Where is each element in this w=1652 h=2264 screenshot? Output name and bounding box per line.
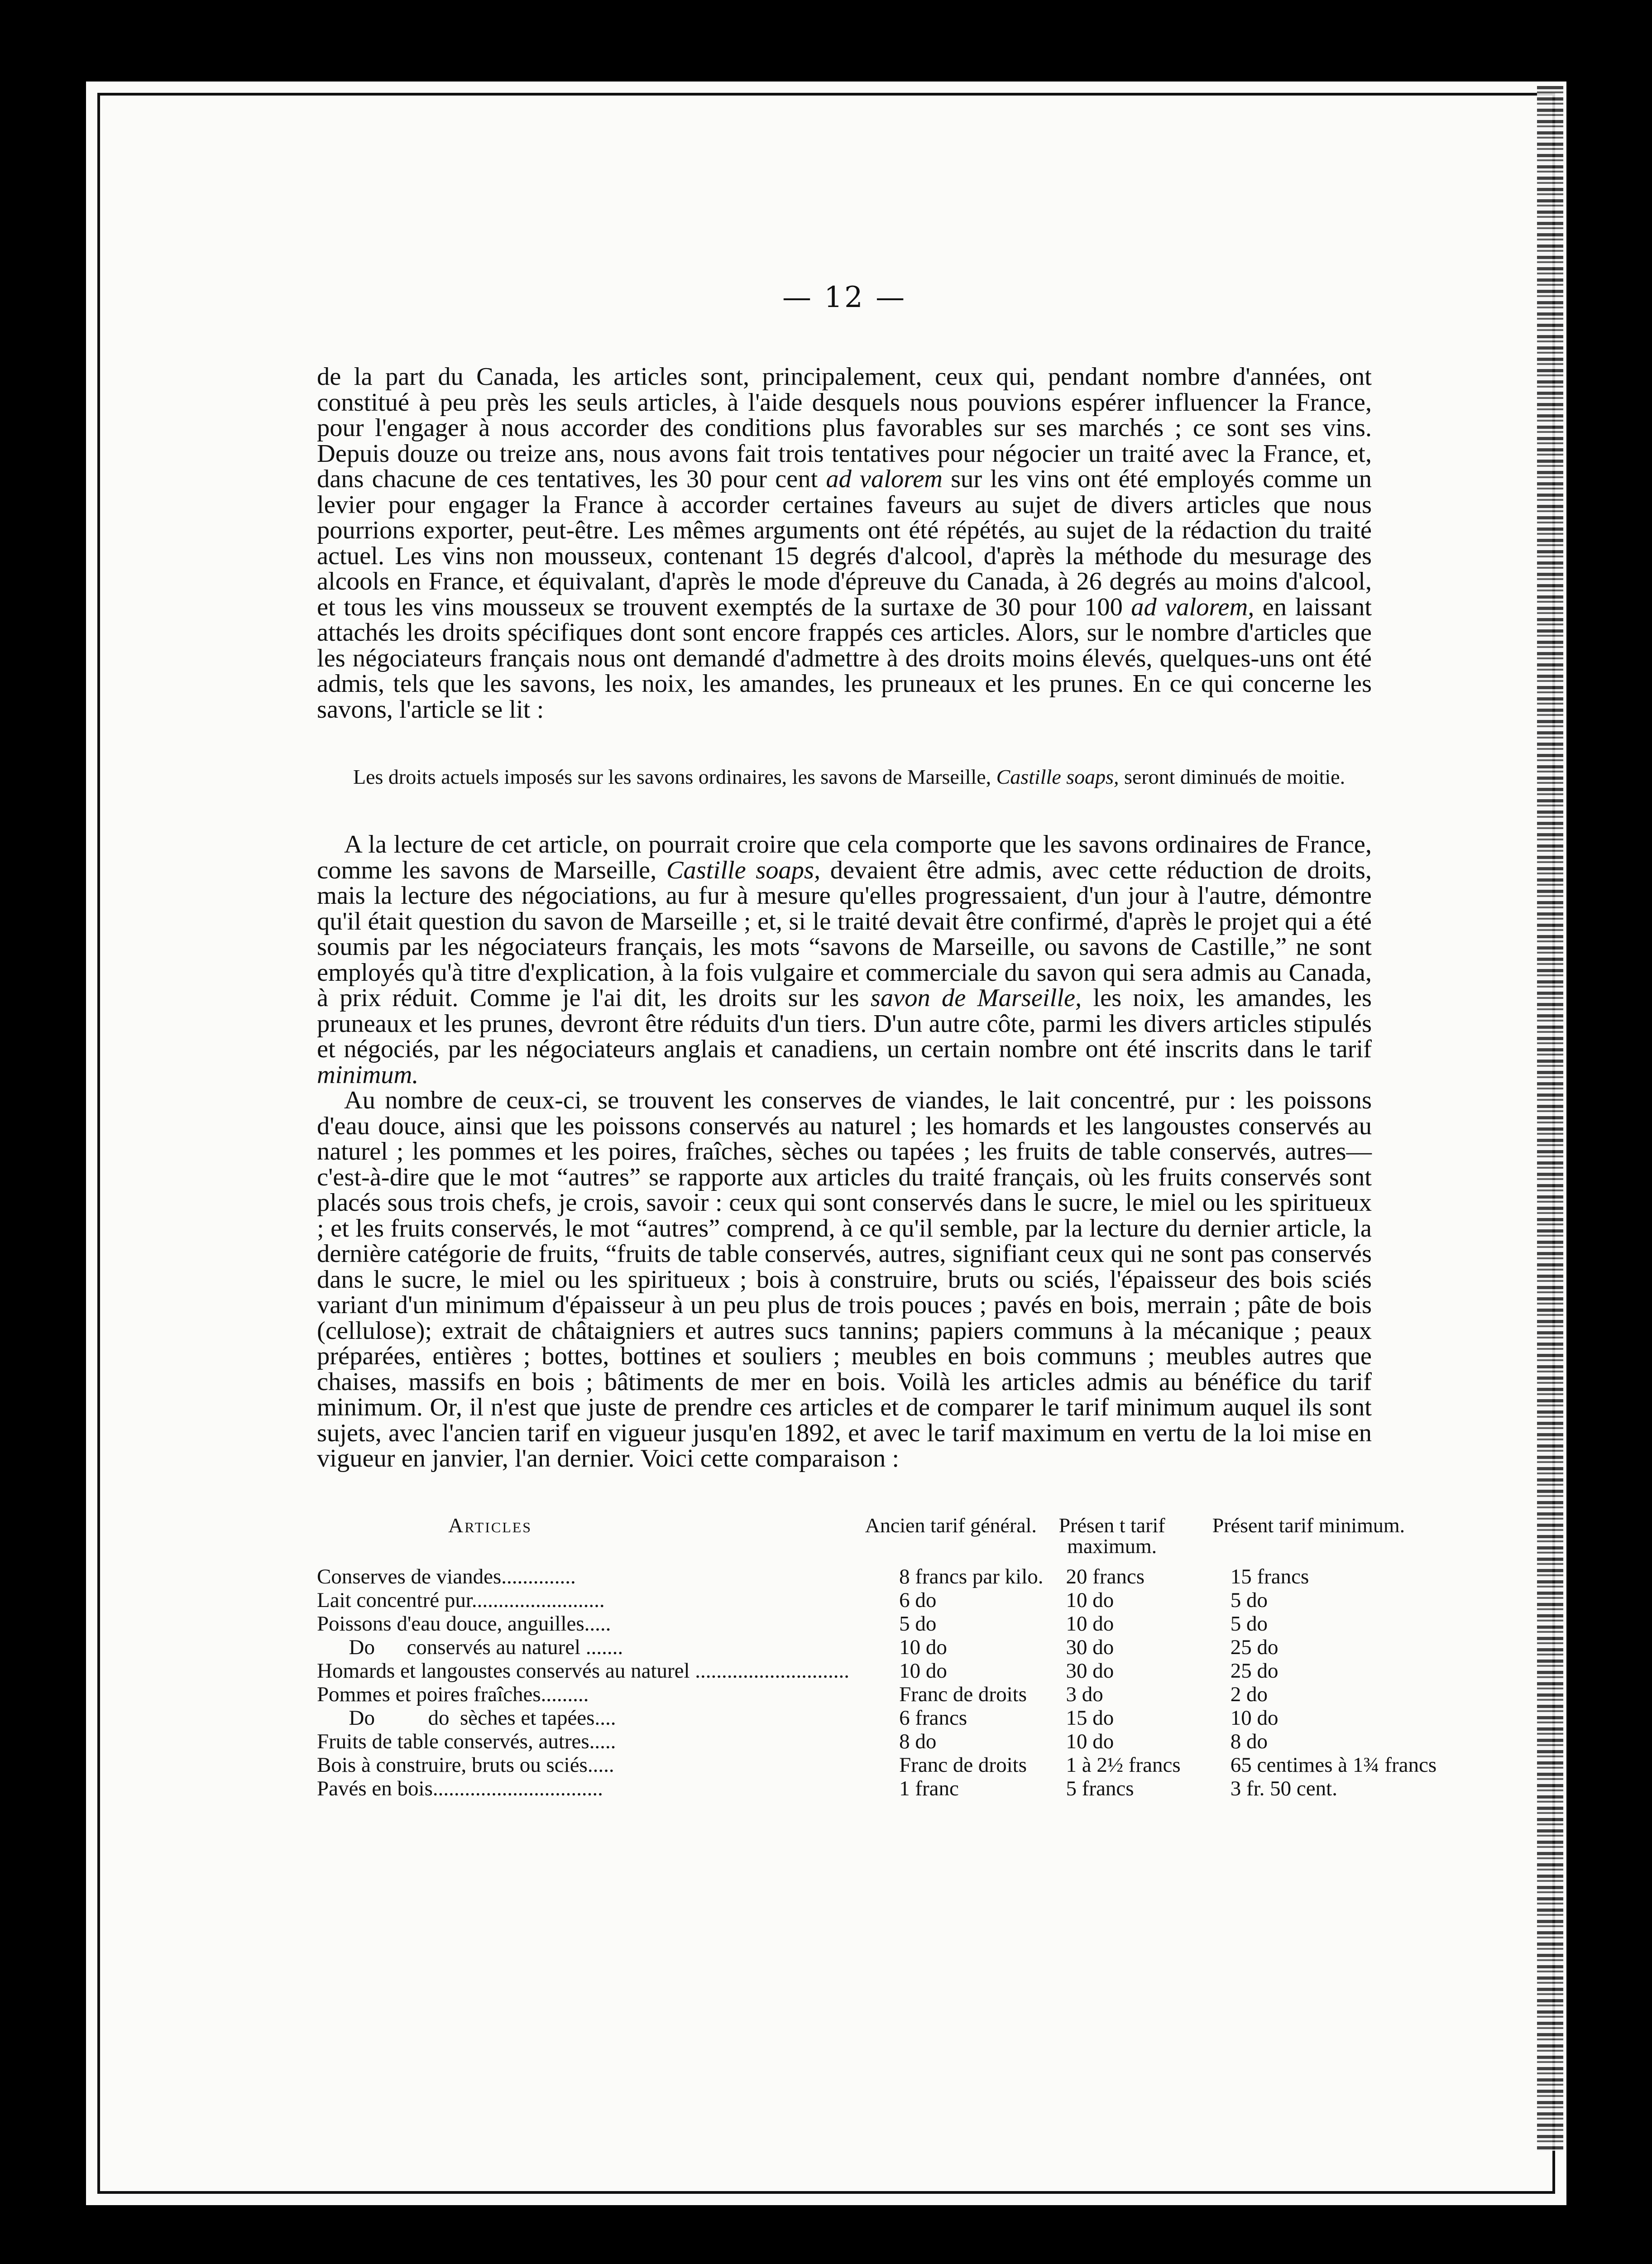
row-article: Do conservés au naturel ....... [317,1635,623,1659]
document-body [317,281,1437,1800]
quote-italic: Castille soaps, [996,765,1119,788]
row-minimum: 65 centimes à 1¾ francs [1230,1753,1437,1777]
row-ancien: 8 francs par kilo. [899,1564,1044,1588]
table-row [317,1636,1437,1659]
row-article: Lait concentré pur......................... [317,1588,605,1612]
col-header-minimum: Présent tarif minimum. [1212,1513,1405,1537]
row-minimum: 25 do [1230,1635,1279,1659]
paragraph-1-text-a: de la part du Canada, les articles sont, principalement, ceux qui, pendant nombre d'années, ont constitué à peu près les seuls articles, à l'aide desquels nous pouvions espérer influencer la France, pour l'engager à nous accorder des conditions plus favorables sur ses marchés ; ce sont ses vins. Depuis douze ou treize ans, nous avons fait trois tentatives pour négocier un traité avec la France, et, dans chacune de ces tentatives, les 30 pour cent [317,363,1372,493]
table-row [317,1706,1437,1730]
table-row [317,1565,1437,1588]
paragraph-2-text-c: les noix, les amandes, les pruneaux et les prunes, devront être réduits d'un tiers. D'un autre côte, parmi les divers articles stipulés et négociés, par les négociateurs anglais et canadiens, un certain nombre ont été inscrits dans le tarif [317,984,1372,1063]
row-minimum: 25 do [1230,1659,1279,1683]
table-row [317,1753,1437,1777]
row-article: Pommes et poires fraîches......... [317,1682,589,1706]
row-maximum: 30 do [1066,1635,1114,1659]
row-ancien: 1 franc [899,1776,959,1800]
quoted-article [317,765,1372,789]
quote-text-a: Les droits actuels imposés sur les savons ordinaires, les savons de Marseille, [353,765,991,788]
row-ancien: 5 do [899,1612,937,1636]
row-article: Poissons d'eau douce, anguilles..... [317,1612,611,1636]
paragraph-1-italic-b: ad valorem, [1131,593,1255,621]
col-header-ancien: Ancien tarif général. [865,1513,1037,1537]
row-article: Conserves de viandes.............. [317,1564,576,1588]
row-article: Pavés en bois................................ [317,1776,603,1800]
row-ancien: Franc de droits [899,1682,1027,1706]
row-ancien: 6 do [899,1588,937,1612]
row-ancien: 10 do [899,1659,947,1683]
row-maximum: 3 do [1066,1682,1103,1706]
table-row [317,1659,1437,1683]
paragraph-2-text-a: A la lecture de cet article, on pourrait croire que cela comporte que les savons ordinaires de France, comme les savons de Marseille, [317,830,1372,884]
row-minimum: 8 do [1230,1729,1268,1753]
paragraph-2-text-b: devaient être admis, avec cette réduction de droits, mais la lecture des négociations, au fur à mesure qu'elles progressaient, d'un jour à l'autre, démontre qu'il était question du savon de Marseille ; et, si le traité devait être confirmé, d'après le projet qui a été soumis par les négociateurs français, les mots “savons de Marseille, ou savons de Castille,” ne sont employés qu'à titre d'explication, à la fois vulgaire et commerciale du savon qui sera admis au Canada, à prix réduit. Comme je l'ai dit, les droits sur les [317,856,1372,1012]
row-maximum: 15 do [1066,1706,1114,1730]
row-article: Do do sèches et tapées.... [317,1706,616,1730]
tariff-table [317,1515,1437,1800]
paragraph-2 [317,832,1372,1088]
row-maximum: 20 francs [1066,1564,1145,1588]
table-row [317,1588,1437,1612]
row-maximum: 1 à 2½ francs [1066,1753,1181,1777]
quote-text-b: seront diminués de moitie. [1124,765,1346,788]
paragraph-2-italic-c: minimum. [317,1060,419,1089]
row-maximum: 10 do [1066,1729,1114,1753]
row-maximum: 10 do [1066,1588,1114,1612]
row-article: Fruits de table conservés, autres..... [317,1729,616,1753]
paragraph-2-italic-a: Castille soaps, [666,856,821,884]
table-header-row [317,1515,1437,1565]
paragraph-1 [317,364,1372,722]
paragraph-3: Au nombre de ceux-ci, se trouvent les conserves de viandes, le lait concentré, pur : les poissons d'eau douce, ainsi que les poissons conservés au naturel ; les homards et les langoustes conservés au naturel ; les pommes et les poires, fraîches, sèches ou tapées ; les fruits de table conservés, autres—c'est-à-dire que le mot “autres” se rapporte aux articles du traité français, où les fruits conservés sont placés sous trois chefs, je crois, savoir : ceux qui sont conservés dans le sucre, le miel ou les spiritueux ; et les fruits conservés, le mot “autres” comprend, à ce qu'il semble, par la lecture du dernier article, la dernière catégorie de fruits, “fruits de table conservés, autres, signifiant ceux qui ne sont pas conservés dans le sucre, le miel ou les spiritueux ; bois à construire, bruts ou sciés, l'épaisseur des bois sciés variant d'un minimum d'épaisseur à un peu plus de trois pouces ; pavés en bois, merrain ; pâte de bois (cellulose); extrait de châtaigniers et autres sucs tannins; papiers communs à la mécanique ; peaux préparées, entières ; bottes, bottines et souliers ; meubles en bois communs ; meubles autres que chaises, massifs en bois ; bâtiments de mer en bois. Voilà les articles admis au bénéfice du tarif minimum. Or, il n'est que juste de prendre ces articles et de comparer le tarif minimum auquel ils sont sujets, avec l'ancien tarif en vigueur jusqu'en 1892, et avec le tarif maximum en vertu de la loi mise en vigueur en janvier, l'an dernier. Voici cette comparaison : [317,1086,1372,1473]
row-minimum: 10 do [1230,1706,1279,1730]
row-maximum: 30 do [1066,1659,1114,1683]
paragraph-1-text-b: sur les vins ont été employés comme un levier pour engager la France à accorder certaines faveurs au sujet de divers articles que nous pourrions exporter, peut-être. Les mêmes arguments ont été répétés, au sujet de la rédaction du traité actuel. Les vins non mousseux, contenant 15 degrés d'alcool, d'après la méthode du mesurage des alcools en France, et équivalant, d'après le mode d'épreuve du Canada, à 26 degrés au moins d'alcool, et tous les vins mousseux se trouvent exemptés de la surtaxe de 30 pour 100 [317,465,1372,621]
table-row [317,1777,1437,1800]
row-minimum: 3 fr. 50 cent. [1230,1776,1337,1800]
row-minimum: 2 do [1230,1682,1268,1706]
col-header-articles: Articles [448,1513,532,1537]
row-article: Homards et langoustes conservés au naturel ............................. [317,1659,850,1683]
table-row [317,1612,1437,1636]
row-ancien: 8 do [899,1729,937,1753]
row-ancien: 6 francs [899,1706,967,1730]
paragraph-2-italic-b: savon de Marseille, [870,984,1082,1012]
row-minimum: 5 do [1230,1612,1268,1636]
page-number: — 12 — [782,281,907,314]
table-row [317,1730,1437,1753]
table-row [317,1683,1437,1706]
row-maximum: 10 do [1066,1612,1114,1636]
row-ancien: 10 do [899,1635,947,1659]
row-minimum: 5 do [1230,1588,1268,1612]
row-ancien: Franc de droits [899,1753,1027,1777]
row-minimum: 15 francs [1230,1564,1309,1588]
col-header-maximum: Présen t tarif maximum. [1058,1513,1165,1558]
paragraph-1-text-c: en laissant attachés les droits spécifiques dont sont encore frappés ces articles. Alors, sur le nombre d'articles que les négociateurs français nous ont demandé d'admettre à des droits moins élevés, quelques-uns ont été admis, tels que les savons, les noix, les amandes, les pruneaux et les prunes. En ce qui concerne les savons, l'article se lit : [317,593,1372,724]
binding-edge [1537,86,1563,2151]
paragraph-1-italic-a: ad valorem [826,465,943,493]
row-article: Bois à construire, bruts ou sciés..... [317,1753,614,1777]
row-maximum: 5 francs [1066,1776,1134,1800]
